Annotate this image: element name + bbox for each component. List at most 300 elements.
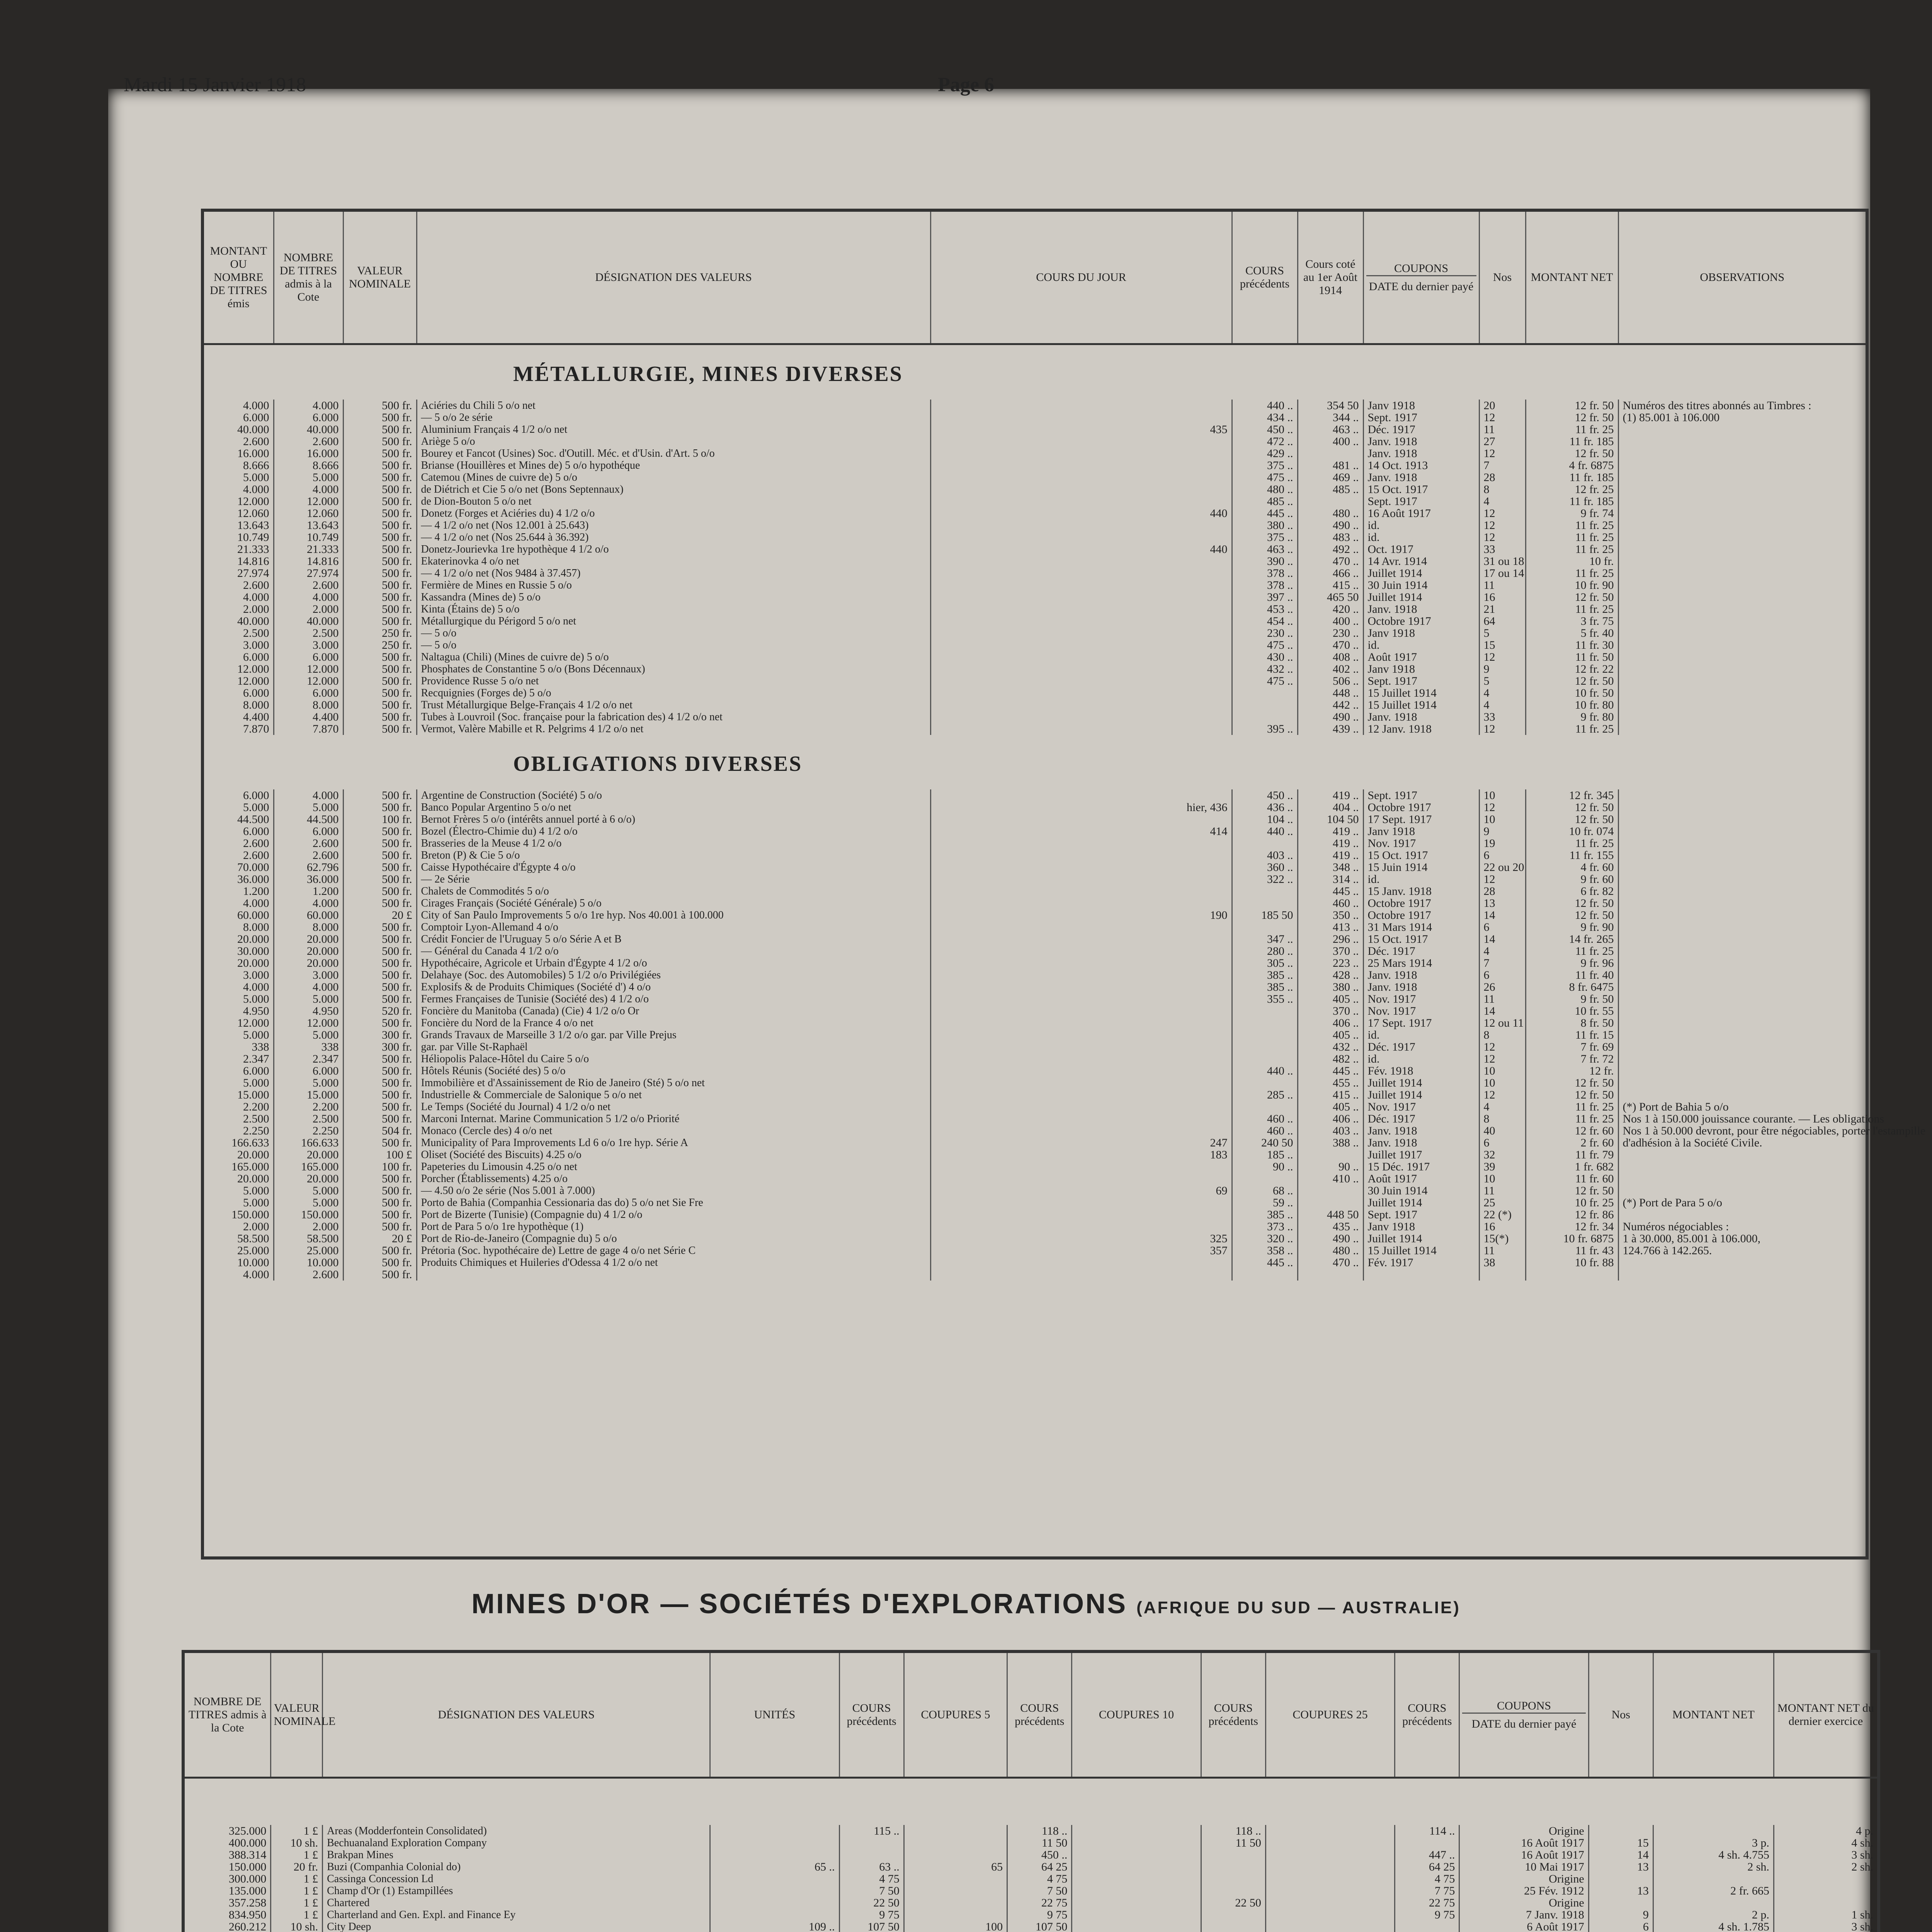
table-cell: 347 .. bbox=[1232, 933, 1298, 945]
table-cell: 460 .. bbox=[1232, 1113, 1298, 1125]
table-cell: 165.000 bbox=[231, 1160, 269, 1173]
table-row bbox=[185, 1897, 1877, 1909]
table-cell: 10.749 bbox=[237, 531, 269, 544]
bonds-table bbox=[204, 212, 1926, 1281]
table-cell: Donetz (Forges et Aciéries du) 4 1/2 o/o bbox=[417, 507, 930, 519]
table-cell: 380 .. bbox=[1298, 981, 1363, 993]
page-header bbox=[124, 73, 1808, 104]
table-cell: Providence Russe 5 o/o net bbox=[417, 675, 930, 687]
table-cell: Aluminium Français 4 1/2 o/o net bbox=[417, 423, 930, 435]
table-cell: Octobre 1917 bbox=[1363, 801, 1479, 813]
section-obligations bbox=[204, 735, 1866, 789]
table-cell: Janv 1918 bbox=[1363, 663, 1479, 675]
table-cell: 124.766 à 142.265. bbox=[1618, 1245, 1866, 1257]
table-cell bbox=[1618, 909, 1866, 921]
table-cell: 500 fr. bbox=[343, 723, 417, 735]
table-cell: 419 .. bbox=[1298, 849, 1363, 861]
table-cell bbox=[904, 1849, 1007, 1861]
table-cell: 4.000 bbox=[274, 897, 343, 909]
table-cell: Le Temps (Société du Journal) 4 1/2 o/o net bbox=[417, 1101, 930, 1113]
table-cell: 109 .. bbox=[710, 1921, 839, 1932]
table-cell bbox=[930, 447, 1232, 459]
table-cell: 1 à 30.000, 85.001 à 106.000, bbox=[1618, 1233, 1866, 1245]
table-cell: 16 Août 1917 bbox=[1459, 1849, 1588, 1861]
table-cell: 445 .. bbox=[1232, 1257, 1298, 1269]
table-row bbox=[204, 885, 1866, 897]
table-cell: Caisse Hypothécaire d'Égypte 4 o/o bbox=[417, 861, 930, 873]
table-cell: 322 .. bbox=[1232, 873, 1298, 885]
table-cell: 16.000 bbox=[274, 447, 343, 459]
table-cell: Numéros négociables : bbox=[1618, 1221, 1866, 1233]
table-cell: 500 fr. bbox=[343, 993, 417, 1005]
table-cell: Brianse (Houillères et Mines de) 5 o/o hypothéque bbox=[417, 459, 930, 471]
table-cell bbox=[904, 1825, 1007, 1837]
table-cell: 11 bbox=[1479, 1185, 1526, 1197]
table-cell: 12.000 bbox=[237, 1017, 269, 1029]
table-cell: 36.000 bbox=[274, 873, 343, 885]
table-cell: 150.000 bbox=[231, 1208, 269, 1221]
table-cell: Monaco (Cercle des) 4 o/o net bbox=[417, 1125, 930, 1137]
table-cell: 4 bbox=[1479, 495, 1526, 507]
table-cell bbox=[1395, 1837, 1459, 1849]
table-cell: 12 bbox=[1479, 447, 1526, 459]
column-header bbox=[1363, 212, 1479, 344]
table-cell: 8.000 bbox=[274, 699, 343, 711]
table-row bbox=[185, 1861, 1877, 1873]
table-cell: 16 Août 1917 bbox=[1459, 1837, 1588, 1849]
column-header bbox=[1459, 1653, 1588, 1778]
table-row bbox=[204, 849, 1866, 861]
table-cell: 4 bbox=[1479, 699, 1526, 711]
table-cell: Grands Travaux de Marseille 3 1/2 o/o gar. par Ville Prejus bbox=[417, 1029, 930, 1041]
table-cell bbox=[930, 412, 1232, 423]
table-cell bbox=[839, 1837, 904, 1849]
table-cell bbox=[1618, 1041, 1866, 1053]
table-cell: 500 fr. bbox=[343, 1245, 417, 1257]
table-row bbox=[204, 1053, 1866, 1065]
table-cell: 9 bbox=[1479, 663, 1526, 675]
table-cell: 12 bbox=[1479, 412, 1526, 423]
table-cell: 15 Juillet 1914 bbox=[1363, 699, 1479, 711]
table-row bbox=[204, 1089, 1866, 1101]
table-cell: Aciéries du Chili 5 o/o net bbox=[417, 400, 930, 412]
table-cell: (1) 85.001 à 106.000 bbox=[1618, 412, 1866, 423]
table-cell bbox=[1618, 627, 1866, 639]
table-cell: 20.000 bbox=[237, 1172, 269, 1185]
table-cell: 20.000 bbox=[237, 957, 269, 969]
table-cell: 5.000 bbox=[274, 1197, 343, 1209]
table-cell: 2.600 bbox=[274, 837, 343, 849]
table-cell: 9 75 bbox=[1395, 1909, 1459, 1921]
table-cell: 13 bbox=[1588, 1861, 1653, 1873]
table-cell: 12 fr. 50 bbox=[1526, 801, 1618, 813]
table-cell: 500 fr. bbox=[343, 483, 417, 495]
table-cell bbox=[1618, 471, 1866, 483]
table-cell: 14 bbox=[1479, 933, 1526, 945]
table-cell: Déc. 1917 bbox=[1363, 945, 1479, 957]
table-cell bbox=[417, 1269, 930, 1281]
table-cell bbox=[710, 1897, 839, 1909]
table-cell: 420 .. bbox=[1298, 603, 1363, 615]
table-cell bbox=[1653, 1825, 1774, 1837]
table-cell: 12 bbox=[1479, 873, 1526, 885]
table-cell: 500 fr. bbox=[343, 675, 417, 687]
table-cell: 3.000 bbox=[243, 639, 269, 651]
table-cell bbox=[1618, 699, 1866, 711]
table-cell: 12.000 bbox=[237, 675, 269, 687]
table-cell: 27.974 bbox=[237, 567, 269, 580]
table-cell: 492 .. bbox=[1298, 543, 1363, 555]
table-cell: 8 bbox=[1479, 1113, 1526, 1125]
table-cell: Août 1917 bbox=[1363, 651, 1479, 663]
table-cell: 104 50 bbox=[1298, 813, 1363, 825]
table-cell bbox=[1618, 1005, 1866, 1017]
column-header: COURS précédents bbox=[839, 1653, 904, 1778]
table-cell: 500 fr. bbox=[343, 969, 417, 981]
table-cell: 4 fr. 60 bbox=[1526, 861, 1618, 873]
table-cell bbox=[1298, 1185, 1363, 1197]
table-cell: 2.000 bbox=[274, 1221, 343, 1233]
table-cell: 6.000 bbox=[274, 687, 343, 699]
table-cell: 22 75 bbox=[1007, 1897, 1072, 1909]
table-cell: 370 .. bbox=[1298, 945, 1363, 957]
table-cell: 250 fr. bbox=[343, 639, 417, 651]
table-cell bbox=[930, 531, 1232, 543]
table-cell: 481 .. bbox=[1298, 459, 1363, 471]
table-cell: Juillet 1914 bbox=[1363, 1077, 1479, 1089]
table-cell bbox=[930, 789, 1232, 801]
table-cell: 10 bbox=[1479, 789, 1526, 801]
table-cell: 500 fr. bbox=[343, 471, 417, 483]
column-header: MONTANT NET bbox=[1653, 1653, 1774, 1778]
table-cell bbox=[930, 837, 1232, 849]
table-cell: 4.000 bbox=[274, 591, 343, 603]
table-cell: 13 bbox=[1479, 897, 1526, 909]
column-header: Nos bbox=[1588, 1653, 1653, 1778]
table-cell: 7 bbox=[1479, 957, 1526, 969]
table-cell: 11 fr. 25 bbox=[1526, 543, 1618, 555]
table-cell bbox=[930, 723, 1232, 735]
table-cell: 25.000 bbox=[237, 1244, 269, 1257]
table-cell: 445 .. bbox=[1298, 885, 1363, 897]
table-cell bbox=[1618, 663, 1866, 675]
table-cell: Kinta (Étains de) 5 o/o bbox=[417, 603, 930, 615]
table-cell: 20 fr. bbox=[271, 1861, 323, 1873]
table-cell: 4 sh. 4.755 bbox=[1653, 1849, 1774, 1861]
table-cell: 12 Janv. 1918 bbox=[1363, 723, 1479, 735]
table-cell: 9 75 bbox=[839, 1909, 904, 1921]
table-cell: — 4 1/2 o/o net (Nos 12.001 à 25.643) bbox=[417, 519, 930, 531]
table-cell: 10.000 bbox=[274, 1257, 343, 1269]
table-cell: 4 sh. bbox=[1774, 1837, 1877, 1849]
table-cell: Numéros des titres abonnés au Timbres : bbox=[1618, 400, 1866, 412]
table-cell: 12 bbox=[1479, 1053, 1526, 1065]
table-cell: Nov. 1917 bbox=[1363, 1101, 1479, 1113]
table-cell: 10 fr. 80 bbox=[1526, 699, 1618, 711]
table-cell: 12.000 bbox=[237, 495, 269, 508]
table-cell: 12 fr. 50 bbox=[1526, 591, 1618, 603]
table-cell: 520 fr. bbox=[343, 1005, 417, 1017]
table-cell: 1.200 bbox=[274, 885, 343, 897]
table-cell: 39 bbox=[1479, 1161, 1526, 1173]
table-cell bbox=[1072, 1825, 1201, 1837]
table-cell: 20 £ bbox=[343, 909, 417, 921]
table-cell: 3.000 bbox=[243, 969, 269, 981]
table-cell: 354 50 bbox=[1298, 400, 1363, 412]
table-cell bbox=[930, 1029, 1232, 1041]
table-cell: 500 fr. bbox=[343, 1077, 417, 1089]
table-cell: 100 bbox=[904, 1921, 1007, 1932]
table-cell: — 5 o/o bbox=[417, 639, 930, 651]
table-cell: 470 .. bbox=[1298, 1257, 1363, 1269]
table-cell: 4.000 bbox=[243, 399, 269, 412]
table-cell bbox=[930, 1257, 1232, 1269]
table-cell: 60.000 bbox=[237, 909, 269, 922]
table-cell: Juillet 1914 bbox=[1363, 1233, 1479, 1245]
table-cell: 150.000 bbox=[274, 1209, 343, 1221]
table-cell: Port de Bizerte (Tunisie) (Compagnie du) 4 1/2 o/o bbox=[417, 1209, 930, 1221]
table-row bbox=[204, 825, 1866, 837]
table-cell bbox=[930, 567, 1232, 579]
table-cell: 40.000 bbox=[274, 423, 343, 435]
table-cell: 12.000 bbox=[274, 675, 343, 687]
table-row bbox=[185, 1873, 1877, 1885]
table-cell: 28 bbox=[1479, 885, 1526, 897]
table-cell: 400.000 bbox=[228, 1837, 267, 1849]
table-cell bbox=[1072, 1873, 1201, 1885]
table-cell bbox=[710, 1885, 839, 1897]
table-cell: 429 .. bbox=[1232, 447, 1298, 459]
table-cell: 500 fr. bbox=[343, 1101, 417, 1113]
table-cell: 17 ou 14 bbox=[1479, 567, 1526, 579]
table-cell: 413 .. bbox=[1298, 921, 1363, 933]
page-date: Mardi 15 Janvier 1918 bbox=[124, 74, 306, 96]
table-cell: 5.000 bbox=[274, 1077, 343, 1089]
table-cell: 2.600 bbox=[243, 579, 269, 592]
table-cell: 11 fr. 185 bbox=[1526, 435, 1618, 447]
table-cell: 7.870 bbox=[274, 723, 343, 735]
table-row bbox=[204, 412, 1866, 423]
table-cell: 406 .. bbox=[1298, 1113, 1363, 1125]
table-cell: 36.000 bbox=[237, 873, 269, 886]
table-cell: Juillet 1914 bbox=[1363, 1089, 1479, 1101]
table-cell: 400 .. bbox=[1298, 435, 1363, 447]
table-cell: 27.974 bbox=[274, 567, 343, 579]
table-cell: 1 £ bbox=[271, 1825, 323, 1837]
table-cell: 2 fr. 60 bbox=[1526, 1137, 1618, 1149]
table-cell: Champ d'Or (1) Estampillées bbox=[323, 1885, 710, 1897]
table-cell: 434 .. bbox=[1232, 412, 1298, 423]
table-cell: 500 fr. bbox=[343, 555, 417, 567]
table-cell: 440 .. bbox=[1232, 825, 1298, 837]
gold-mines-heading: MINES D'OR — SOCIÉTÉS D'EXPLORATIONS bbox=[471, 1588, 1128, 1619]
table-row bbox=[204, 567, 1866, 579]
table-cell: 500 fr. bbox=[343, 567, 417, 579]
table-cell: Naltagua (Chili) (Mines de cuivre de) 5 o/o bbox=[417, 651, 930, 663]
table-cell: 26 bbox=[1479, 981, 1526, 993]
table-cell: id. bbox=[1363, 1053, 1479, 1065]
table-cell: 32 bbox=[1479, 1149, 1526, 1161]
table-cell bbox=[1653, 1873, 1774, 1885]
table-cell bbox=[930, 957, 1232, 969]
table-cell: 414 bbox=[930, 825, 1232, 837]
table-row bbox=[204, 801, 1866, 813]
table-cell: 500 fr. bbox=[343, 651, 417, 663]
table-cell bbox=[1265, 1885, 1395, 1897]
table-cell: 58.500 bbox=[237, 1232, 269, 1245]
table-cell: 6 bbox=[1479, 921, 1526, 933]
table-cell: 2.500 bbox=[243, 1112, 269, 1125]
table-cell: 415 .. bbox=[1298, 579, 1363, 591]
table-cell: 11 fr. 25 bbox=[1526, 603, 1618, 615]
table-cell bbox=[1232, 1005, 1298, 1017]
table-cell: 4.950 bbox=[243, 1005, 269, 1017]
table-cell: gar. par Ville St-Raphaël bbox=[417, 1041, 930, 1053]
table-cell: 183 bbox=[930, 1149, 1232, 1161]
table-cell: 30 Juin 1914 bbox=[1363, 1185, 1479, 1197]
table-cell bbox=[930, 1053, 1232, 1065]
table-cell: 11 fr. 185 bbox=[1526, 471, 1618, 483]
table-cell: id. bbox=[1363, 639, 1479, 651]
table-cell: 230 .. bbox=[1232, 627, 1298, 639]
table-cell: 378 .. bbox=[1232, 567, 1298, 579]
table-cell: id. bbox=[1363, 1029, 1479, 1041]
table-cell: 2.600 bbox=[243, 849, 269, 862]
table-cell bbox=[1618, 1161, 1866, 1173]
table-cell: — 5 o/o bbox=[417, 627, 930, 639]
table-cell: 21.333 bbox=[237, 543, 269, 556]
table-cell: 435 bbox=[930, 423, 1232, 435]
table-cell: 475 .. bbox=[1232, 471, 1298, 483]
table-cell: 357.258 bbox=[228, 1896, 267, 1909]
table-cell: 469 .. bbox=[1298, 471, 1363, 483]
table-cell: 6 fr. 82 bbox=[1526, 885, 1618, 897]
table-cell: Argentine de Construction (Société) 5 o/o bbox=[417, 789, 930, 801]
table-cell: Nov. 1917 bbox=[1363, 837, 1479, 849]
table-cell bbox=[1618, 603, 1866, 615]
table-row bbox=[204, 1161, 1866, 1173]
table-cell bbox=[1265, 1825, 1395, 1837]
table-cell: 500 fr. bbox=[343, 1257, 417, 1269]
table-cell: Areas (Modderfontein Consolidated) bbox=[323, 1825, 710, 1837]
table-cell: 14 Avr. 1914 bbox=[1363, 555, 1479, 567]
table-row bbox=[204, 699, 1866, 711]
table-cell: 2 fr. 665 bbox=[1653, 1885, 1774, 1897]
table-cell: 12 fr. 22 bbox=[1526, 663, 1618, 675]
table-cell: 69 bbox=[930, 1185, 1232, 1197]
table-cell: Breton (P) & Cie 5 o/o bbox=[417, 849, 930, 861]
table-row bbox=[204, 555, 1866, 567]
table-cell: Buzi (Companhia Colonial do) bbox=[323, 1861, 710, 1873]
table-cell bbox=[930, 699, 1232, 711]
table-cell: Octobre 1917 bbox=[1363, 897, 1479, 909]
table-cell: Oliset (Société des Biscuits) 4.25 o/o bbox=[417, 1149, 930, 1161]
table-row bbox=[204, 603, 1866, 615]
table-cell: 7 50 bbox=[1007, 1885, 1072, 1897]
column-header: Nos bbox=[1479, 212, 1526, 344]
table-cell: Marconi Internat. Marine Communication 5 1/2 o/o Priorité bbox=[417, 1113, 930, 1125]
table-cell: 25 bbox=[1479, 1197, 1526, 1209]
table-cell: Métallurgique du Périgord 5 o/o net bbox=[417, 615, 930, 627]
table-cell: 405 .. bbox=[1298, 1101, 1363, 1113]
table-cell bbox=[1618, 981, 1866, 993]
table-cell: 500 fr. bbox=[343, 543, 417, 555]
table-cell: Nos 1 à 150.000 jouissance courante. — Les obligations bbox=[1618, 1113, 1866, 1125]
table-row bbox=[204, 1269, 1866, 1281]
table-row bbox=[204, 909, 1866, 921]
table-cell: 5.000 bbox=[274, 1185, 343, 1197]
section-metallurgie bbox=[204, 344, 1866, 400]
table-cell: 22 ou 20 bbox=[1479, 861, 1526, 873]
table-cell: 14 Oct. 1913 bbox=[1363, 459, 1479, 471]
table-cell: 1 sh. bbox=[1774, 1909, 1877, 1921]
table-row bbox=[204, 1065, 1866, 1077]
table-cell: 12.000 bbox=[274, 495, 343, 507]
table-cell: 500 fr. bbox=[343, 861, 417, 873]
table-cell: 4 75 bbox=[1395, 1873, 1459, 1885]
table-cell bbox=[1072, 1909, 1201, 1921]
table-cell bbox=[930, 519, 1232, 531]
table-row bbox=[204, 837, 1866, 849]
table-cell: 4 fr. 6875 bbox=[1526, 459, 1618, 471]
table-cell bbox=[930, 1161, 1232, 1173]
table-cell: 9 fr. 96 bbox=[1526, 957, 1618, 969]
table-cell: 338 bbox=[252, 1041, 269, 1053]
table-cell: 15 Oct. 1917 bbox=[1363, 849, 1479, 861]
table-cell: 419 .. bbox=[1298, 825, 1363, 837]
table-cell: 20.000 bbox=[274, 945, 343, 957]
table-cell bbox=[1265, 1909, 1395, 1921]
table-cell: Bourey et Fancot (Usines) Soc. d'Outill. Méc. et d'Usin. d'Art. 5 o/o bbox=[417, 447, 930, 459]
table-cell: 440 bbox=[930, 507, 1232, 519]
table-row bbox=[204, 423, 1866, 435]
table-cell bbox=[930, 993, 1232, 1005]
table-cell: 1 £ bbox=[271, 1909, 323, 1921]
table-row bbox=[204, 519, 1866, 531]
table-cell bbox=[1618, 687, 1866, 699]
table-cell: 15 Juillet 1914 bbox=[1363, 687, 1479, 699]
table-cell: 16 bbox=[1479, 1221, 1526, 1233]
table-cell: 10 bbox=[1479, 813, 1526, 825]
table-cell: 1 fr. 682 bbox=[1526, 1161, 1618, 1173]
table-cell: 3 p. bbox=[1653, 1837, 1774, 1849]
table-cell bbox=[1618, 945, 1866, 957]
table-cell bbox=[1618, 423, 1866, 435]
table-cell: Comptoir Lyon-Allemand 4 o/o bbox=[417, 921, 930, 933]
table-cell: 11 fr. 60 bbox=[1526, 1173, 1618, 1185]
table-cell: 6.000 bbox=[243, 411, 269, 424]
table-cell: Brasseries de la Meuse 4 1/2 o/o bbox=[417, 837, 930, 849]
table-cell: 4 bbox=[1479, 687, 1526, 699]
table-cell: 9 fr. 50 bbox=[1526, 993, 1618, 1005]
table-cell: 14.816 bbox=[274, 555, 343, 567]
table-cell: 27 bbox=[1479, 435, 1526, 447]
table-cell: 10 bbox=[1479, 1065, 1526, 1077]
table-cell: 2.600 bbox=[274, 579, 343, 591]
table-cell: 445 .. bbox=[1298, 1065, 1363, 1077]
table-cell: 12 fr. 34 bbox=[1526, 1221, 1618, 1233]
table-cell bbox=[930, 813, 1232, 825]
table-cell: Janv. 1918 bbox=[1363, 969, 1479, 981]
table-cell: 5.000 bbox=[243, 471, 269, 484]
table-cell: 64 bbox=[1479, 615, 1526, 627]
table-cell bbox=[1618, 789, 1866, 801]
table-cell: 10 fr. 074 bbox=[1526, 825, 1618, 837]
table-cell: 4.400 bbox=[243, 711, 269, 723]
table-cell: 11 fr. 25 bbox=[1526, 837, 1618, 849]
table-cell: 6.000 bbox=[243, 825, 269, 838]
table-cell: 15 Janv. 1918 bbox=[1363, 885, 1479, 897]
